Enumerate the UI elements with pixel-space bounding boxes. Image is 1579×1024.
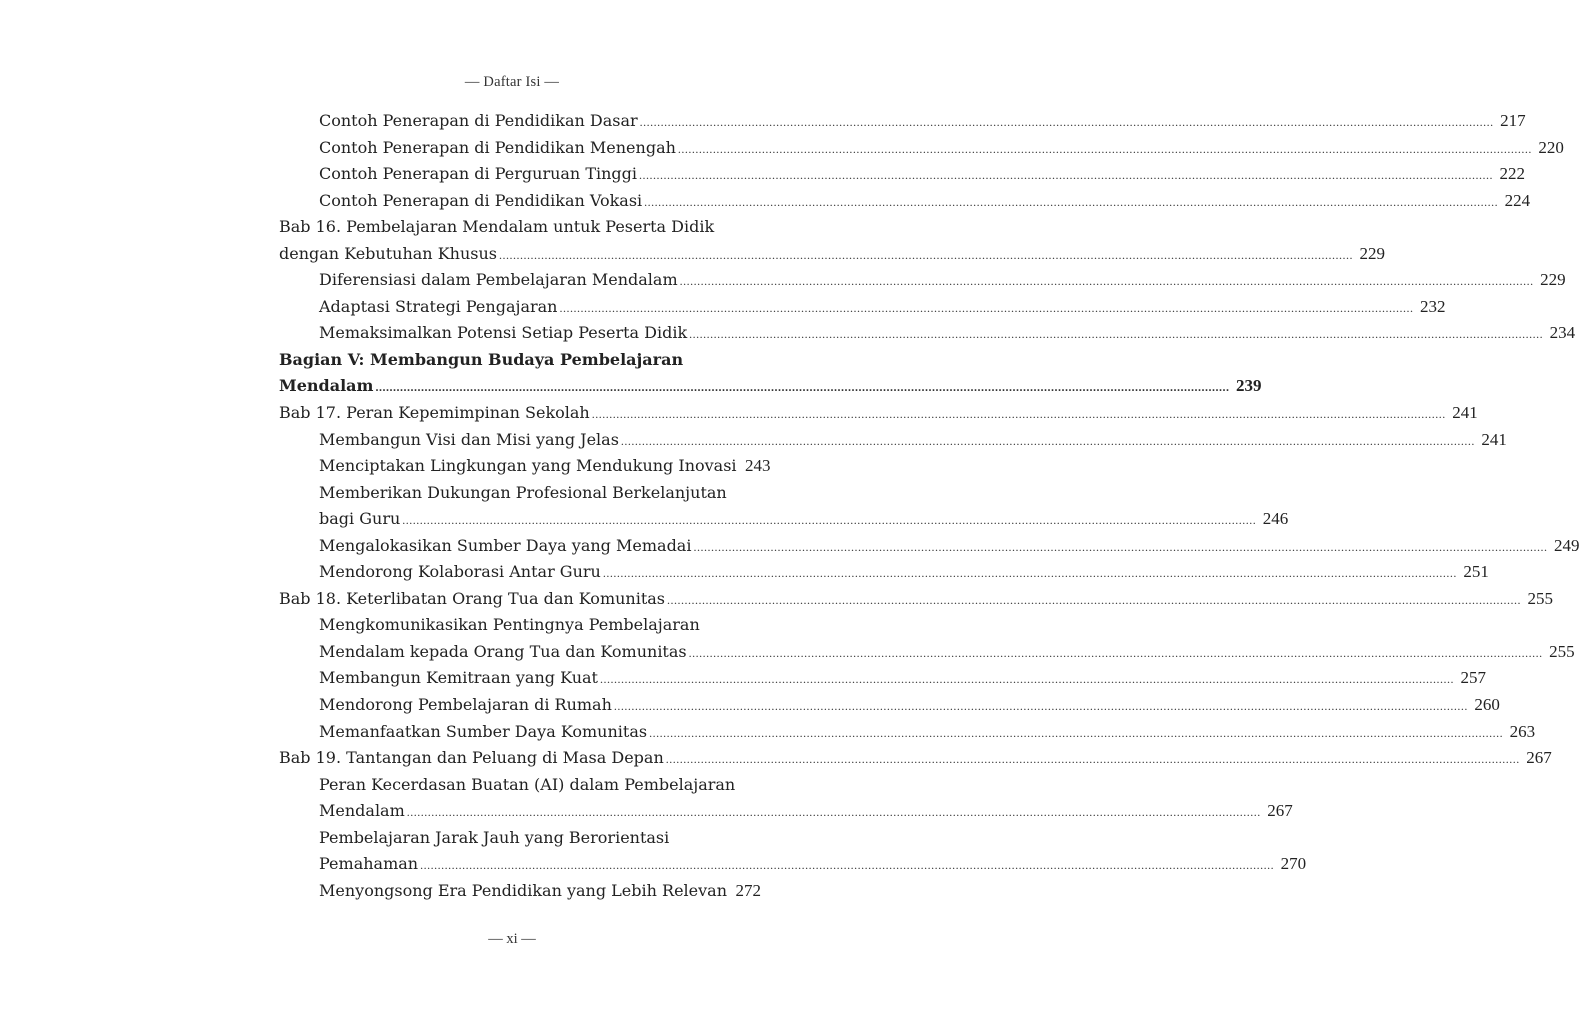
toc-entry-page: 272 [735,880,762,900]
dot-leader [693,534,1547,561]
dot-leader [680,268,1534,295]
toc-entry [279,241,1385,268]
toc-entry [279,825,757,852]
toc-entry-page: 255 [1549,641,1575,661]
toc-entry-title: Mengalokasikan Sumber Daya yang Memadai [319,535,692,555]
toc-entry-page: 229 [1540,270,1566,290]
toc-entry-title: Mendalam [279,376,374,396]
dot-leader [375,374,1229,401]
toc-entry-title: Mengkomunikasikan Pentingnya Pembelajaran [319,615,700,635]
dot-leader [600,666,1454,693]
toc-entry-title: Pembelajaran Jarak Jauh yang Berorientasi [319,827,670,847]
toc-entry [279,798,1293,825]
toc-entry-page: 246 [1262,509,1289,529]
toc-entry-page: 217 [1500,111,1526,130]
dot-leader [402,507,1256,534]
toc-entry [279,639,1575,666]
toc-entry [279,108,1526,135]
toc-entry-title: Contoh Penerapan di Pendidikan Vokasi [319,190,643,210]
dot-leader [420,852,1274,879]
toc-entry-title: Membangun Visi dan Misi yang Jelas [319,429,619,449]
toc-entry-title: Menyongsong Era Pendidikan yang Lebih Relevan [319,880,728,900]
toc-entry-title: Adaptasi Strategi Pengajaran [319,296,558,316]
toc-entry-page: 222 [1499,164,1526,184]
toc-entry-page: 270 [1280,854,1307,874]
toc-entry-title: Bagian V: Membangun Budaya Pembelajaran [279,349,684,369]
toc-entry-title: Contoh Penerapan di Pendidikan Menengah [319,137,676,157]
toc-entry-title: bagi Guru [319,509,401,529]
dot-leader [644,189,1498,216]
toc-entry [279,267,1566,294]
toc-entry-title: Pemahaman [319,854,419,874]
toc-entry-page: 229 [1359,243,1385,263]
toc-entry-title: Memaksimalkan Potensi Setiap Peserta Didik [319,323,688,343]
toc-entry-title: Bab 17. Peran Kepemimpinan Sekolah [279,403,590,423]
toc-entry-page: 243 [745,456,771,476]
toc-entry-page: 260 [1474,695,1500,715]
toc-entry-title: Diferensiasi dalam Pembelajaran Mendalam [319,270,678,290]
dot-leader [689,640,1543,667]
running-header: — Daftar Isi — [464,74,560,90]
toc-entry [279,665,1486,692]
toc-entry [279,878,762,905]
dot-leader [407,799,1261,826]
toc-entry-page: 257 [1460,668,1486,688]
dot-leader [689,321,1543,348]
toc-entry-page: 234 [1549,323,1576,343]
toc-entry [279,161,1526,188]
toc-entry-title: Contoh Penerapan di Pendidikan Dasar [319,111,638,130]
toc-entry-page: 267 [1526,748,1552,768]
dot-leader [666,746,1520,773]
toc-entry-page: 239 [1235,376,1262,396]
dot-leader [559,295,1413,322]
dot-leader [621,428,1475,455]
toc-entry-title: Menciptakan Lingkungan yang Mendukung Inovasi [319,456,737,476]
dot-leader [640,109,1494,136]
toc-entry-page: 220 [1538,137,1564,157]
toc-entry [279,453,771,480]
table-of-contents [279,108,1579,904]
toc-entry-page: 249 [1553,535,1579,555]
toc-entry-title: Contoh Penerapan di Perguruan Tinggi [319,164,638,184]
toc-entry [279,851,1307,878]
dot-leader [678,136,1532,163]
toc-entry-page: 263 [1509,721,1536,741]
toc-entry-page: 224 [1504,190,1531,210]
toc-entry [279,612,757,639]
page-number-footer: — xi — [488,931,536,947]
toc-entry [279,188,1531,215]
dot-leader [614,693,1468,720]
toc-entry-title: Mendorong Pembelajaran di Rumah [319,695,612,715]
toc-entry-title: Memberikan Dukungan Profesional Berkelanjutan [319,482,727,502]
toc-entry-page: 267 [1267,801,1293,821]
dot-leader [499,242,1353,269]
toc-entry [279,347,757,374]
toc-entry [279,692,1500,719]
toc-entry [279,745,1552,772]
toc-entry-title: Mendalam [319,801,405,821]
toc-entry [279,559,1489,586]
dot-leader [603,560,1457,587]
dot-leader [592,401,1446,428]
dot-leader [639,162,1493,189]
toc-entry [279,480,757,507]
toc-entry-title: Memanfaatkan Sumber Daya Komunitas [319,721,648,741]
toc-entry [279,719,1536,746]
toc-entry-title: Mendalam kepada Orang Tua dan Komunitas [319,641,687,661]
toc-entry-title: Bab 19. Tantangan dan Peluang di Masa Depan [279,748,664,768]
toc-entry [279,772,757,799]
toc-entry [279,373,1262,400]
toc-entry-title: Bab 18. Keterlibatan Orang Tua dan Komunitas [279,588,666,608]
toc-entry [279,320,1576,347]
toc-entry [279,586,1554,613]
toc-entry-page: 241 [1481,429,1507,449]
toc-entry [279,427,1507,454]
toc-entry [279,506,1289,533]
dot-leader [667,587,1521,614]
toc-entry-title: Mendorong Kolaborasi Antar Guru [319,562,601,582]
toc-entry [279,135,1564,162]
toc-entry-page: 241 [1452,403,1478,423]
toc-entry-page: 232 [1419,296,1446,316]
toc-entry [279,400,1478,427]
dot-leader [649,720,1503,747]
toc-entry-title: Bab 16. Pembelajaran Mendalam untuk Peserta Didik [279,217,715,237]
toc-entry [279,214,757,241]
toc-entry-title: Membangun Kemitraan yang Kuat [319,668,598,688]
toc-entry-title: Peran Kecerdasan Buatan (AI) dalam Pembelajaran [319,774,736,794]
toc-entry [279,533,1579,560]
toc-entry-page: 255 [1527,588,1554,608]
toc-entry [279,294,1446,321]
toc-entry-page: 251 [1463,562,1489,582]
toc-entry-title: dengan Kebutuhan Khusus [279,243,497,263]
